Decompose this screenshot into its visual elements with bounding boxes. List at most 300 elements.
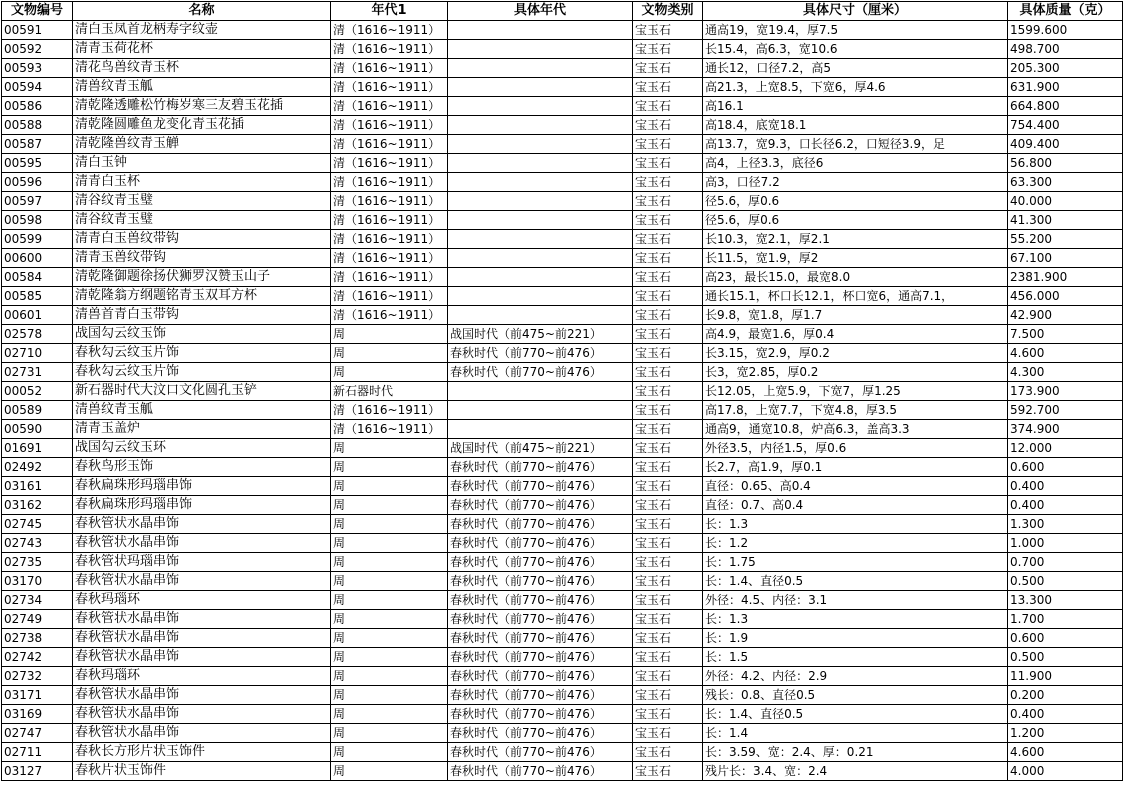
cell-era[interactable]: 周	[331, 553, 448, 572]
cell-specific-era[interactable]	[448, 78, 633, 97]
cell-era[interactable]: 清（1616~1911）	[331, 249, 448, 268]
cell-weight[interactable]: 55.200	[1008, 230, 1123, 249]
cell-weight[interactable]: 498.700	[1008, 40, 1123, 59]
cell-dimensions[interactable]: 长10.3，宽2.1，厚2.1	[703, 230, 1008, 249]
cell-weight[interactable]: 11.900	[1008, 667, 1123, 686]
cell-dimensions[interactable]: 长15.4，高6.3，宽10.6	[703, 40, 1008, 59]
cell-dimensions[interactable]: 高23，最长15.0，最宽8.0	[703, 268, 1008, 287]
cell-era[interactable]: 清（1616~1911）	[331, 135, 448, 154]
table-row	[2, 344, 1123, 363]
cell-dimensions[interactable]: 通长15.1，杯口长12.1，杯口宽6，通高7.1，	[703, 287, 1008, 306]
cell-specific-era[interactable]: 春秋时代（前770~前476）	[448, 477, 633, 496]
cell-era[interactable]: 清（1616~1911）	[331, 97, 448, 116]
cell-name[interactable]: 春秋鸟形玉饰	[73, 458, 331, 477]
cell-category[interactable]: 宝玉石	[633, 192, 703, 211]
cell-specific-era[interactable]: 春秋时代（前770~前476）	[448, 591, 633, 610]
cell-category[interactable]: 宝玉石	[633, 344, 703, 363]
cell-weight[interactable]: 0.200	[1008, 686, 1123, 705]
cell-name[interactable]: 清乾隆翁方纲题铭青玉双耳方杯	[73, 287, 331, 306]
cell-dimensions[interactable]: 高4.9，最宽1.6，厚0.4	[703, 325, 1008, 344]
cell-specific-era[interactable]	[448, 420, 633, 439]
cell-specific-era[interactable]	[448, 401, 633, 420]
cell-name[interactable]: 清兽纹青玉觚	[73, 401, 331, 420]
cell-dimensions[interactable]: 长：3.59、宽：2.4、厚：0.21	[703, 743, 1008, 762]
cell-dimensions[interactable]: 长3.15，宽2.9，厚0.2	[703, 344, 1008, 363]
cell-category[interactable]: 宝玉石	[633, 59, 703, 78]
cell-name[interactable]: 清白玉凤首龙柄寿字纹壶	[73, 21, 331, 40]
cell-name[interactable]: 清兽纹青玉觚	[73, 78, 331, 97]
cell-era[interactable]: 清（1616~1911）	[331, 401, 448, 420]
cell-id[interactable]: 01691	[2, 439, 73, 458]
header-category[interactable]: 文物类别	[633, 2, 703, 21]
cell-dimensions[interactable]: 高17.8，上宽7.7，下宽4.8，厚3.5	[703, 401, 1008, 420]
cell-era[interactable]: 周	[331, 344, 448, 363]
cell-dimensions[interactable]: 残长：0.8、直径0.5	[703, 686, 1008, 705]
cell-id[interactable]: 03171	[2, 686, 73, 705]
cell-era[interactable]: 周	[331, 762, 448, 781]
cell-specific-era[interactable]	[448, 306, 633, 325]
cell-dimensions[interactable]: 径5.6，厚0.6	[703, 192, 1008, 211]
cell-name[interactable]: 清兽首青白玉带钩	[73, 306, 331, 325]
cell-category[interactable]: 宝玉石	[633, 610, 703, 629]
table-row	[2, 192, 1123, 211]
cell-category[interactable]: 宝玉石	[633, 572, 703, 591]
cell-specific-era[interactable]: 春秋时代（前770~前476）	[448, 667, 633, 686]
cell-category[interactable]: 宝玉石	[633, 78, 703, 97]
cell-era[interactable]: 周	[331, 439, 448, 458]
cell-name[interactable]: 春秋管状水晶串饰	[73, 686, 331, 705]
cell-weight[interactable]: 63.300	[1008, 173, 1123, 192]
cell-era[interactable]: 清（1616~1911）	[331, 306, 448, 325]
cell-category[interactable]: 宝玉石	[633, 629, 703, 648]
cell-weight[interactable]: 42.900	[1008, 306, 1123, 325]
cell-id[interactable]: 02747	[2, 724, 73, 743]
cell-category[interactable]: 宝玉石	[633, 591, 703, 610]
cell-dimensions[interactable]: 长：1.4、直径0.5	[703, 572, 1008, 591]
cell-weight[interactable]: 4.000	[1008, 762, 1123, 781]
cell-id[interactable]: 00596	[2, 173, 73, 192]
cell-id[interactable]: 00589	[2, 401, 73, 420]
cell-name[interactable]: 新石器时代大汶口文化圆孔玉铲	[73, 382, 331, 401]
cell-specific-era[interactable]	[448, 21, 633, 40]
cell-era[interactable]: 清（1616~1911）	[331, 420, 448, 439]
table-row	[2, 154, 1123, 173]
cell-name[interactable]: 春秋管状玛瑙串饰	[73, 553, 331, 572]
cell-id[interactable]: 02743	[2, 534, 73, 553]
cell-weight[interactable]: 1599.600	[1008, 21, 1123, 40]
cell-name[interactable]: 清青白玉兽纹带钩	[73, 230, 331, 249]
cell-era[interactable]: 新石器时代	[331, 382, 448, 401]
cell-id[interactable]: 00600	[2, 249, 73, 268]
table-row	[2, 534, 1123, 553]
cell-dimensions[interactable]: 外径：4.2、内径：2.9	[703, 667, 1008, 686]
cell-era[interactable]: 清（1616~1911）	[331, 211, 448, 230]
cell-dimensions[interactable]: 长：1.4、直径0.5	[703, 705, 1008, 724]
table-row	[2, 458, 1123, 477]
cell-name[interactable]: 清谷纹青玉璧	[73, 211, 331, 230]
cell-specific-era[interactable]: 春秋时代（前770~前476）	[448, 515, 633, 534]
header-specific-era[interactable]: 具体年代	[448, 2, 633, 21]
cell-weight[interactable]: 409.400	[1008, 135, 1123, 154]
header-name[interactable]: 名称	[73, 2, 331, 21]
cell-category[interactable]: 宝玉石	[633, 135, 703, 154]
cell-category[interactable]: 宝玉石	[633, 705, 703, 724]
cell-category[interactable]: 宝玉石	[633, 40, 703, 59]
cell-category[interactable]: 宝玉石	[633, 154, 703, 173]
cell-specific-era[interactable]	[448, 192, 633, 211]
cell-id[interactable]: 00591	[2, 21, 73, 40]
cell-id[interactable]: 02492	[2, 458, 73, 477]
cell-era[interactable]: 周	[331, 458, 448, 477]
cell-category[interactable]: 宝玉石	[633, 477, 703, 496]
cell-era[interactable]: 清（1616~1911）	[331, 21, 448, 40]
header-era[interactable]: 年代1	[331, 2, 448, 21]
cell-era[interactable]: 周	[331, 705, 448, 724]
cell-weight[interactable]: 1.700	[1008, 610, 1123, 629]
cell-name[interactable]: 春秋勾云纹玉片饰	[73, 363, 331, 382]
cell-dimensions[interactable]: 高4，上径3.3，底径6	[703, 154, 1008, 173]
cell-era[interactable]: 清（1616~1911）	[331, 192, 448, 211]
cell-id[interactable]: 00590	[2, 420, 73, 439]
cell-category[interactable]: 宝玉石	[633, 116, 703, 135]
cell-dimensions[interactable]: 长：1.3	[703, 610, 1008, 629]
cell-weight[interactable]: 754.400	[1008, 116, 1123, 135]
cell-category[interactable]: 宝玉石	[633, 211, 703, 230]
cell-weight[interactable]: 4.300	[1008, 363, 1123, 382]
cell-category[interactable]: 宝玉石	[633, 173, 703, 192]
cell-category[interactable]: 宝玉石	[633, 97, 703, 116]
cell-specific-era[interactable]	[448, 135, 633, 154]
cell-specific-era[interactable]: 春秋时代（前770~前476）	[448, 363, 633, 382]
cell-name[interactable]: 春秋管状水晶串饰	[73, 515, 331, 534]
cell-weight[interactable]: 4.600	[1008, 743, 1123, 762]
cell-name[interactable]: 清青玉盖炉	[73, 420, 331, 439]
cell-id[interactable]: 02711	[2, 743, 73, 762]
cell-category[interactable]: 宝玉石	[633, 325, 703, 344]
header-id[interactable]: 文物编号	[2, 2, 73, 21]
cell-dimensions[interactable]: 通高9，通宽10.8，炉高6.3，盖高3.3	[703, 420, 1008, 439]
cell-id[interactable]: 00584	[2, 268, 73, 287]
cell-dimensions[interactable]: 长12.05，上宽5.9，下宽7，厚1.25	[703, 382, 1008, 401]
cell-specific-era[interactable]: 春秋时代（前770~前476）	[448, 553, 633, 572]
cell-weight[interactable]: 7.500	[1008, 325, 1123, 344]
cell-id[interactable]: 00598	[2, 211, 73, 230]
cell-category[interactable]: 宝玉石	[633, 762, 703, 781]
table-row	[2, 420, 1123, 439]
cell-id[interactable]: 00588	[2, 116, 73, 135]
cell-dimensions[interactable]: 长：1.2	[703, 534, 1008, 553]
cell-id[interactable]: 00052	[2, 382, 73, 401]
cell-id[interactable]: 02710	[2, 344, 73, 363]
cell-weight[interactable]: 0.400	[1008, 477, 1123, 496]
cell-specific-era[interactable]: 春秋时代（前770~前476）	[448, 629, 633, 648]
cell-dimensions[interactable]: 长11.5，宽1.9，厚2	[703, 249, 1008, 268]
cell-category[interactable]: 宝玉石	[633, 439, 703, 458]
cell-dimensions[interactable]: 直径：0.7、高0.4	[703, 496, 1008, 515]
cell-weight[interactable]: 4.600	[1008, 344, 1123, 363]
cell-id[interactable]: 00595	[2, 154, 73, 173]
cell-weight[interactable]: 1.000	[1008, 534, 1123, 553]
cell-weight[interactable]: 664.800	[1008, 97, 1123, 116]
cell-dimensions[interactable]: 长：1.4	[703, 724, 1008, 743]
cell-name[interactable]: 春秋勾云纹玉片饰	[73, 344, 331, 363]
cell-category[interactable]: 宝玉石	[633, 249, 703, 268]
cell-specific-era[interactable]: 春秋时代（前770~前476）	[448, 344, 633, 363]
cell-id[interactable]: 02735	[2, 553, 73, 572]
cell-era[interactable]: 清（1616~1911）	[331, 268, 448, 287]
cell-specific-era[interactable]	[448, 59, 633, 78]
cell-era[interactable]: 周	[331, 477, 448, 496]
cell-name[interactable]: 清乾隆御题徐扬伏狮罗汉赞玉山子	[73, 268, 331, 287]
cell-specific-era[interactable]: 春秋时代（前770~前476）	[448, 743, 633, 762]
cell-category[interactable]: 宝玉石	[633, 363, 703, 382]
cell-specific-era[interactable]: 战国时代（前475~前221）	[448, 325, 633, 344]
cell-dimensions[interactable]: 高21.3，上宽8.5，下宽6，厚4.6	[703, 78, 1008, 97]
cell-era[interactable]: 周	[331, 610, 448, 629]
cell-id[interactable]: 00599	[2, 230, 73, 249]
cell-specific-era[interactable]	[448, 382, 633, 401]
cell-category[interactable]: 宝玉石	[633, 553, 703, 572]
cell-id[interactable]: 03161	[2, 477, 73, 496]
table-row	[2, 382, 1123, 401]
cell-name[interactable]: 春秋管状水晶串饰	[73, 534, 331, 553]
cell-id[interactable]: 00593	[2, 59, 73, 78]
cell-weight[interactable]: 12.000	[1008, 439, 1123, 458]
cell-dimensions[interactable]: 长3，宽2.85，厚0.2	[703, 363, 1008, 382]
cell-era[interactable]: 清（1616~1911）	[331, 59, 448, 78]
cell-era[interactable]: 清（1616~1911）	[331, 173, 448, 192]
cell-era[interactable]: 清（1616~1911）	[331, 40, 448, 59]
cell-dimensions[interactable]: 高13.7，宽9.3，口长径6.2，口短径3.9，足	[703, 135, 1008, 154]
cell-era[interactable]: 周	[331, 515, 448, 534]
cell-id[interactable]: 03162	[2, 496, 73, 515]
cell-specific-era[interactable]: 春秋时代（前770~前476）	[448, 534, 633, 553]
cell-weight[interactable]: 0.500	[1008, 572, 1123, 591]
cell-id[interactable]: 00587	[2, 135, 73, 154]
cell-era[interactable]: 周	[331, 724, 448, 743]
cell-name[interactable]: 春秋管状水晶串饰	[73, 610, 331, 629]
cell-category[interactable]: 宝玉石	[633, 724, 703, 743]
cell-specific-era[interactable]	[448, 230, 633, 249]
cell-category[interactable]: 宝玉石	[633, 268, 703, 287]
cell-dimensions[interactable]: 残片长：3.4、宽：2.4	[703, 762, 1008, 781]
cell-era[interactable]: 周	[331, 325, 448, 344]
cell-category[interactable]: 宝玉石	[633, 648, 703, 667]
cell-name[interactable]: 春秋管状水晶串饰	[73, 724, 331, 743]
table-row	[2, 21, 1123, 40]
cell-specific-era[interactable]	[448, 154, 633, 173]
cell-id[interactable]: 02578	[2, 325, 73, 344]
cell-specific-era[interactable]: 春秋时代（前770~前476）	[448, 496, 633, 515]
header-row	[2, 2, 1123, 21]
cell-dimensions[interactable]: 外径3.5，内径1.5，厚0.6	[703, 439, 1008, 458]
cell-specific-era[interactable]: 春秋时代（前770~前476）	[448, 724, 633, 743]
cell-weight[interactable]: 67.100	[1008, 249, 1123, 268]
cell-specific-era[interactable]: 春秋时代（前770~前476）	[448, 705, 633, 724]
cell-name[interactable]: 清青玉兽纹带钩	[73, 249, 331, 268]
cell-dimensions[interactable]: 长：1.75	[703, 553, 1008, 572]
cell-dimensions[interactable]: 外径：4.5、内径：3.1	[703, 591, 1008, 610]
cell-era[interactable]: 周	[331, 496, 448, 515]
cell-weight[interactable]: 456.000	[1008, 287, 1123, 306]
cell-dimensions[interactable]: 直径：0.65、高0.4	[703, 477, 1008, 496]
cell-id[interactable]: 02745	[2, 515, 73, 534]
cell-weight[interactable]: 41.300	[1008, 211, 1123, 230]
cell-category[interactable]: 宝玉石	[633, 401, 703, 420]
cell-id[interactable]: 00592	[2, 40, 73, 59]
cell-weight[interactable]: 0.600	[1008, 458, 1123, 477]
cell-dimensions[interactable]: 长：1.5	[703, 648, 1008, 667]
header-dimensions[interactable]: 具体尺寸（厘米）	[703, 2, 1008, 21]
cell-id[interactable]: 02742	[2, 648, 73, 667]
cell-specific-era[interactable]	[448, 40, 633, 59]
cell-weight[interactable]: 0.400	[1008, 496, 1123, 515]
cell-specific-era[interactable]	[448, 173, 633, 192]
cell-category[interactable]: 宝玉石	[633, 420, 703, 439]
cell-id[interactable]: 00585	[2, 287, 73, 306]
cell-specific-era[interactable]: 春秋时代（前770~前476）	[448, 686, 633, 705]
cell-era[interactable]: 周	[331, 629, 448, 648]
cell-category[interactable]: 宝玉石	[633, 287, 703, 306]
cell-dimensions[interactable]: 通高19，宽19.4，厚7.5	[703, 21, 1008, 40]
cell-name[interactable]: 清青玉荷花杯	[73, 40, 331, 59]
cell-era[interactable]: 周	[331, 743, 448, 762]
cell-dimensions[interactable]: 高18.4，底宽18.1	[703, 116, 1008, 135]
cell-weight[interactable]: 0.600	[1008, 629, 1123, 648]
cell-name[interactable]: 春秋扁珠形玛瑙串饰	[73, 477, 331, 496]
cell-id[interactable]: 03127	[2, 762, 73, 781]
cell-id[interactable]: 00594	[2, 78, 73, 97]
cell-category[interactable]: 宝玉石	[633, 230, 703, 249]
cell-name[interactable]: 战国勾云纹玉环	[73, 439, 331, 458]
cell-id[interactable]: 00597	[2, 192, 73, 211]
cell-dimensions[interactable]: 高16.1	[703, 97, 1008, 116]
table-row	[2, 325, 1123, 344]
cell-era[interactable]: 清（1616~1911）	[331, 78, 448, 97]
cell-name[interactable]: 春秋玛瑙环	[73, 591, 331, 610]
cell-specific-era[interactable]: 春秋时代（前770~前476）	[448, 572, 633, 591]
cell-era[interactable]: 清（1616~1911）	[331, 154, 448, 173]
cell-name[interactable]: 清白玉钟	[73, 154, 331, 173]
cell-weight[interactable]: 13.300	[1008, 591, 1123, 610]
cell-specific-era[interactable]	[448, 97, 633, 116]
cell-era[interactable]: 清（1616~1911）	[331, 116, 448, 135]
cell-id[interactable]: 02738	[2, 629, 73, 648]
cell-dimensions[interactable]: 高3，口径7.2	[703, 173, 1008, 192]
cell-specific-era[interactable]	[448, 268, 633, 287]
cell-name[interactable]: 春秋长方形片状玉饰件	[73, 743, 331, 762]
cell-specific-era[interactable]	[448, 211, 633, 230]
cell-category[interactable]: 宝玉石	[633, 534, 703, 553]
cell-id[interactable]: 02749	[2, 610, 73, 629]
cell-specific-era[interactable]	[448, 249, 633, 268]
cell-dimensions[interactable]: 长2.7，高1.9，厚0.1	[703, 458, 1008, 477]
cell-dimensions[interactable]: 通长12，口径7.2，高5	[703, 59, 1008, 78]
cell-id[interactable]: 02734	[2, 591, 73, 610]
cell-weight[interactable]: 0.500	[1008, 648, 1123, 667]
cell-era[interactable]: 周	[331, 572, 448, 591]
table-row	[2, 59, 1123, 78]
cell-name[interactable]: 清乾隆透雕松竹梅岁寒三友碧玉花插	[73, 97, 331, 116]
cell-id[interactable]: 03170	[2, 572, 73, 591]
cell-category[interactable]: 宝玉石	[633, 306, 703, 325]
cell-id[interactable]: 02732	[2, 667, 73, 686]
cell-name[interactable]: 春秋管状水晶串饰	[73, 705, 331, 724]
cell-name[interactable]: 清乾隆兽纹青玉觯	[73, 135, 331, 154]
cell-weight[interactable]: 374.900	[1008, 420, 1123, 439]
cell-era[interactable]: 周	[331, 667, 448, 686]
cell-era[interactable]: 周	[331, 686, 448, 705]
cell-name[interactable]: 清花鸟兽纹青玉杯	[73, 59, 331, 78]
header-weight[interactable]: 具体质量（克）	[1008, 2, 1123, 21]
cell-era[interactable]: 周	[331, 591, 448, 610]
cell-weight[interactable]: 0.700	[1008, 553, 1123, 572]
cell-weight[interactable]: 2381.900	[1008, 268, 1123, 287]
cell-name[interactable]: 战国勾云纹玉饰	[73, 325, 331, 344]
cell-id[interactable]: 02731	[2, 363, 73, 382]
cell-name[interactable]: 春秋扁珠形玛瑙串饰	[73, 496, 331, 515]
cell-weight[interactable]: 631.900	[1008, 78, 1123, 97]
cell-specific-era[interactable]: 战国时代（前475~前221）	[448, 439, 633, 458]
cell-weight[interactable]: 1.200	[1008, 724, 1123, 743]
cell-category[interactable]: 宝玉石	[633, 458, 703, 477]
table-row	[2, 249, 1123, 268]
cell-weight[interactable]: 1.300	[1008, 515, 1123, 534]
cell-dimensions[interactable]: 长：1.9	[703, 629, 1008, 648]
cell-weight[interactable]: 0.400	[1008, 705, 1123, 724]
cell-specific-era[interactable]	[448, 287, 633, 306]
cell-id[interactable]: 00586	[2, 97, 73, 116]
cell-category[interactable]: 宝玉石	[633, 21, 703, 40]
cell-name[interactable]: 清乾隆圆雕鱼龙变化青玉花插	[73, 116, 331, 135]
table-row	[2, 287, 1123, 306]
cell-category[interactable]: 宝玉石	[633, 743, 703, 762]
cell-name[interactable]: 清青白玉杯	[73, 173, 331, 192]
cell-weight[interactable]: 205.300	[1008, 59, 1123, 78]
cell-category[interactable]: 宝玉石	[633, 496, 703, 515]
cell-weight[interactable]: 173.900	[1008, 382, 1123, 401]
cell-era[interactable]: 清（1616~1911）	[331, 230, 448, 249]
cell-dimensions[interactable]: 长9.8，宽1.8，厚1.7	[703, 306, 1008, 325]
cell-category[interactable]: 宝玉石	[633, 667, 703, 686]
cell-name[interactable]: 春秋管状水晶串饰	[73, 648, 331, 667]
cell-name[interactable]: 清谷纹青玉璧	[73, 192, 331, 211]
cell-weight[interactable]: 56.800	[1008, 154, 1123, 173]
cell-dimensions[interactable]: 径5.6，厚0.6	[703, 211, 1008, 230]
cell-category[interactable]: 宝玉石	[633, 382, 703, 401]
cell-specific-era[interactable]	[448, 116, 633, 135]
cell-weight[interactable]: 40.000	[1008, 192, 1123, 211]
cell-name[interactable]: 春秋片状玉饰件	[73, 762, 331, 781]
cell-specific-era[interactable]: 春秋时代（前770~前476）	[448, 458, 633, 477]
cell-id[interactable]: 00601	[2, 306, 73, 325]
cell-era[interactable]: 周	[331, 648, 448, 667]
cell-specific-era[interactable]: 春秋时代（前770~前476）	[448, 610, 633, 629]
cell-name[interactable]: 春秋玛瑙环	[73, 667, 331, 686]
cell-dimensions[interactable]: 长：1.3	[703, 515, 1008, 534]
cell-era[interactable]: 周	[331, 363, 448, 382]
cell-id[interactable]: 03169	[2, 705, 73, 724]
cell-name[interactable]: 春秋管状水晶串饰	[73, 572, 331, 591]
cell-era[interactable]: 清（1616~1911）	[331, 287, 448, 306]
cell-category[interactable]: 宝玉石	[633, 515, 703, 534]
cell-era[interactable]: 周	[331, 534, 448, 553]
cell-specific-era[interactable]: 春秋时代（前770~前476）	[448, 762, 633, 781]
cell-name[interactable]: 春秋管状水晶串饰	[73, 629, 331, 648]
cell-category[interactable]: 宝玉石	[633, 686, 703, 705]
cell-specific-era[interactable]: 春秋时代（前770~前476）	[448, 648, 633, 667]
cell-weight[interactable]: 592.700	[1008, 401, 1123, 420]
